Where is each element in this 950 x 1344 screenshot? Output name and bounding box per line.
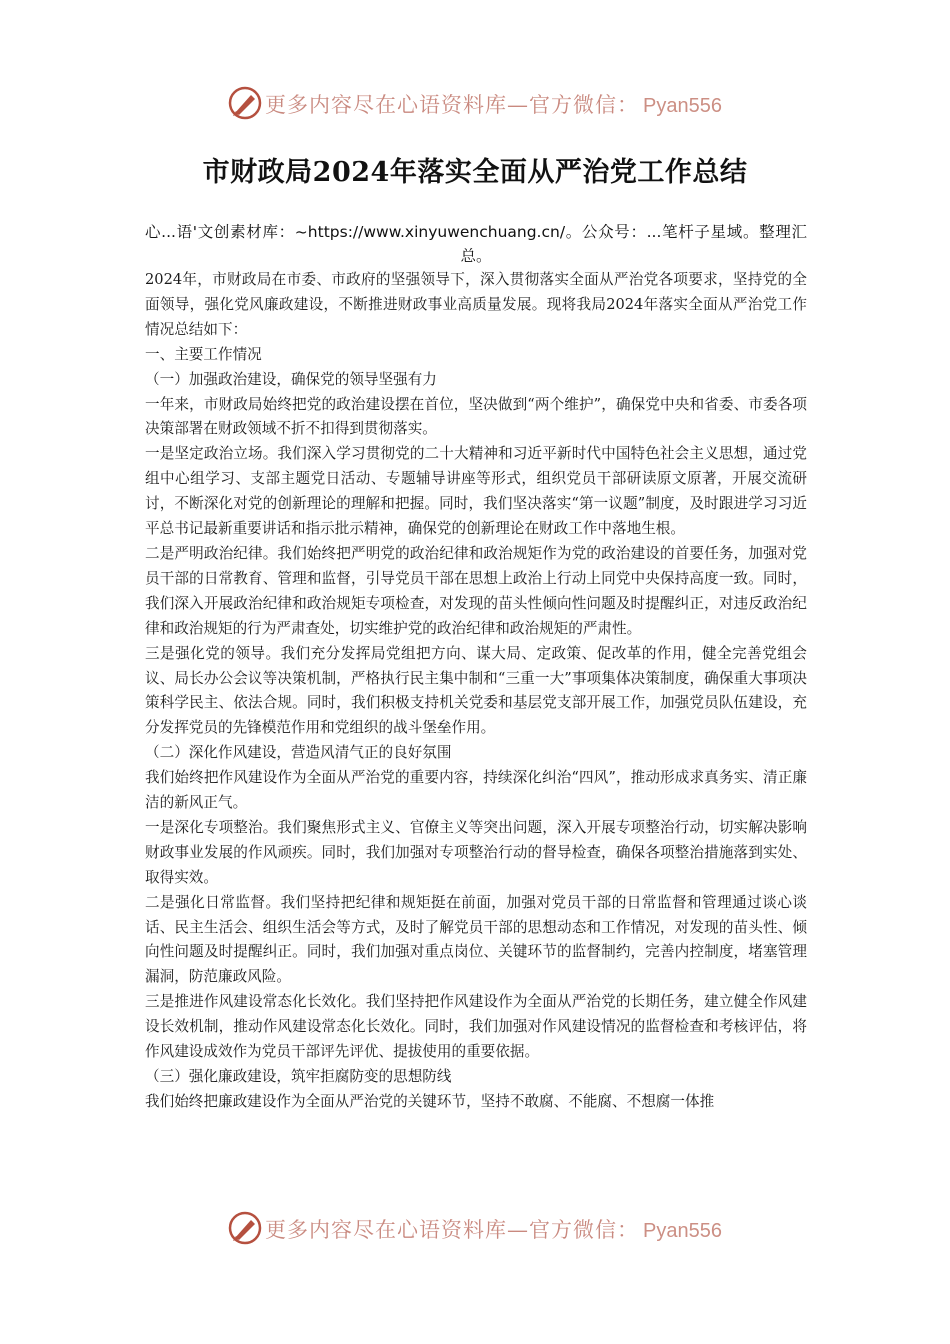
source-note: 心...语'文创素材库：~https://www.xinyuwenchuang.cn/。公众号：...笔杆子星域。整理汇总。 [145, 223, 807, 265]
subsection-heading: （三）强化廉政建设，筑牢拒腐防变的思想防线 [145, 1068, 452, 1085]
banner-content [227, 1208, 727, 1250]
subsection-heading: （一）加强政治建设，确保党的领导坚强有力 [145, 370, 437, 388]
pen-nib-logo-icon [227, 1210, 263, 1246]
document-body [145, 268, 807, 1115]
paragraph: 二是强化日常监督。我们坚持把纪律和规矩挺在前面，加强对党员干部的日常监督和管理通过谈心谈话、民主生活会、组织生活会等方式，及时了解党员干部的思想动态和工作情况，对发现的苗头性、倾向性问题及时提醒纠正。同时，我们加强对重点岗位、关键环节的监督制约，完善内控制度，堵塞管理漏洞，防范廉政风险。 [145, 893, 807, 986]
banner-slogan: 更多内容尽在心语资料库—官方微信： [265, 93, 639, 117]
paragraph: 一是坚定政治立场。我们深入学习贯彻党的二十大精神和习近平新时代中国特色社会主义思想，通过党组中心组学习、支部主题党日活动、专题辅导讲座等形式，组织党员干部研读原文原著，开展交流研讨，不断深化对党的创新理论的理解和把握。同时，我们坚决落实“第一议题”制度，及时跟进学习习近平总书记最新重要讲话和指示批示精神，确保党的创新理论在财政工作中落地生根。 [145, 445, 807, 538]
banner-text [265, 1214, 722, 1244]
document-title: 市财政局2024年落实全面从严治党工作总结 [202, 157, 748, 188]
banner-slogan: 更多内容尽在心语资料库—官方微信： [265, 1218, 639, 1242]
paragraph: 我们始终把作风建设作为全面从严治党的重要内容，持续深化纠治“四风”，推动形成求真务实、清正廉洁的新风正气。 [145, 769, 807, 812]
banner-content [227, 83, 727, 125]
section-heading: 一、主要工作情况 [145, 345, 262, 363]
paragraph: 2024年，市财政局在市委、市政府的坚强领导下，深入贯彻落实全面从严治党各项要求，坚持党的全面领导，强化党风廉政建设，不断推进财政事业高质量发展。现将我局2024年落实全面从严治党工作情况总结如下： [145, 271, 807, 338]
paragraph: 二是严明政治纪律。我们始终把严明党的政治纪律和政治规矩作为党的政治建设的首要任务，加强对党员干部的日常教育、管理和监督，引导党员干部在思想上政治上行动上同党中央保持高度一致。同时，我们深入开展政治纪律和政治规矩专项检查，对发现的苗头性倾向性问题及时提醒纠正，对违反政治纪律和政治规矩的行为严肃查处，切实维护党的政治纪律和政治规矩的严肃性。 [145, 544, 807, 637]
header-banner [0, 83, 950, 125]
paragraph: 三是强化党的领导。我们充分发挥局党组把方向、谋大局、定政策、促改革的作用，健全完善党组会议、局长办公会议等决策机制，严格执行民主集中制和“三重一大”事项集体决策制度，确保重大事项决策科学民主、依法合规。同时，我们积极支持机关党委和基层党支部开展工作，加强党员队伍建设，充分发挥党员的先锋模范作用和党组织的战斗堡垒作用。 [145, 644, 807, 737]
footer-banner [0, 1208, 950, 1250]
paragraph: 我们始终把廉政建设作为全面从严治党的关键环节，坚持不敢腐、不能腐、不想腐一体推 [145, 1092, 715, 1110]
paragraph: 一年来，市财政局始终把党的政治建设摆在首位，坚决做到“两个维护”，确保党中央和省委、市委各项决策部署在财政领域不折不扣得到贯彻落实。 [145, 395, 807, 438]
banner-text [265, 89, 722, 119]
paragraph: 三是推进作风建设常态化长效化。我们坚持把作风建设作为全面从严治党的长期任务，建立健全作风建设长效机制，推动作风建设常态化长效化。同时，我们加强对作风建设情况的监督检查和考核评估，将作风建设成效作为党员干部评先评优、提拔使用的重要依据。 [145, 993, 807, 1061]
banner-wechat-handle: Pyan556 [643, 95, 722, 117]
subsection-heading: （二）深化作风建设，营造风清气正的良好氛围 [145, 744, 452, 762]
banner-wechat-handle: Pyan556 [643, 1220, 722, 1242]
paragraph: 一是深化专项整治。我们聚焦形式主义、官僚主义等突出问题，深入开展专项整治行动，切实解决影响财政事业发展的作风顽疾。同时，我们加强对专项整治行动的督导检查，确保各项整治措施落到实处、取得实效。 [145, 818, 807, 886]
pen-nib-logo-icon [227, 85, 263, 121]
